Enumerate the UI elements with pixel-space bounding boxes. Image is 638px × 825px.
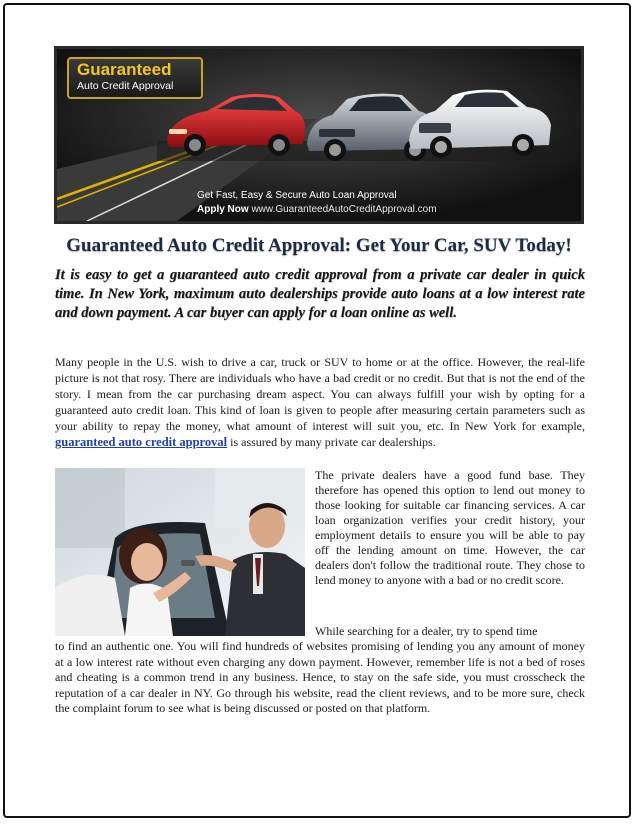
photo-scene — [55, 468, 305, 636]
paragraph-3-rest: to find an authentic one. You will find hundreds of websites promising of lending you any amount of money at a low interest rate without even charging any down payment. However, remember life is not a bed of roses and cheating is a common trend in any business. Hence, to stay on the safe side, you must crosscheck the reputation of a car dealer in NY. Go through his website, read the client reviews, and to be more sure, check the complaint forum to see what is being discussed or posted on that platform. — [55, 639, 585, 715]
article-lead: It is easy to get a guaranteed auto credit approval from a private car dealer in quick time. In New York, maximum auto dealerships provide auto loans at a low interest rate and down payment. A car buyer can apply for a loan online as well. — [55, 267, 585, 321]
paragraph-3-start: While searching for a dealer, try to spend time — [315, 624, 538, 638]
paragraph-1-text-end: is assured by many private car dealerships. — [227, 435, 436, 449]
banner-image — [54, 46, 584, 224]
banner-url: www.GuaranteedAutoCreditApproval.com — [251, 204, 437, 215]
car-keys-photo — [55, 468, 305, 636]
logo-badge — [67, 57, 203, 99]
banner-tagline — [197, 189, 437, 217]
paragraph-1-text: Many people in the U.S. wish to drive a car, truck or SUV to home or at the office. However, the real-life picture is not that rosy. There are individuals who have a bad credit or no credit. But that is not the end of the story. I mean from the car purchasing dream aspect. You can always fulfill your wish by opting for a guaranteed auto credit loan. This kind of loan is given to people after measuring certain parameters such as your ability to repay the money, what amount of interest will suit you, etc. In New York for example, — [55, 355, 585, 433]
tagline-line1: Get Fast, Easy & Secure Auto Loan Approval — [197, 190, 397, 201]
tagline-line2 — [197, 203, 437, 217]
paragraph-1 — [55, 354, 585, 450]
logo-subtitle: Auto Credit Approval — [77, 80, 174, 92]
logo-title: Guaranteed — [77, 60, 172, 79]
article-headline: Guaranteed Auto Credit Approval: Get Your Car, SUV Today! — [66, 235, 572, 256]
apply-now-text: Apply Now — [197, 204, 249, 215]
paragraph-2: The private dealers have a good fund base. They therefore has opened this option to lend out money to those looking for suitable car financing services. A car loan organization verifies your credit history, your employment details to ensure you will be able to pay off the lending amount on time. However, the car dealers don't follow the traditional route. They chose to lend money to anyone with a bad or no credit score. — [315, 468, 585, 587]
guaranteed-auto-credit-approval-link[interactable]: guaranteed auto credit approval — [55, 435, 228, 449]
